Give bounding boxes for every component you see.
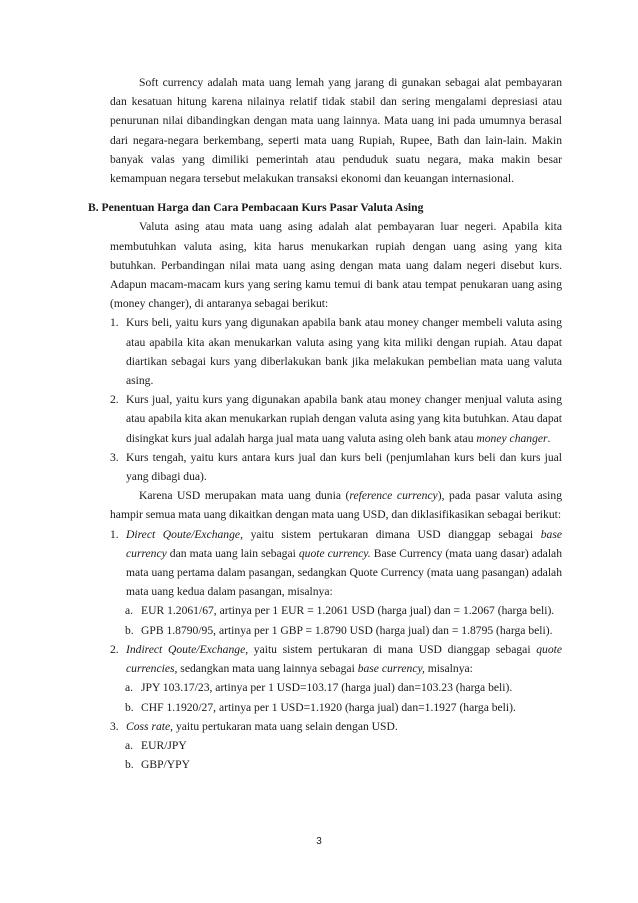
- italic-term: quote currencies,: [126, 642, 562, 676]
- list-number: 2.: [110, 642, 119, 656]
- text-run: sedangkan mata uang lainnya sebagai: [177, 662, 358, 676]
- example-text: CHF 1.1920/27, artinya per 1 USD=1.1920 (harga jual) dan=1.1927 (harga beli).: [141, 700, 516, 714]
- list-item-kurs-jual: [110, 390, 562, 448]
- example-text: GPB 1.8790/95, artinya per 1 GBP = 1.8790 USD (harga jual) dan = 1.8795 (harga beli).: [141, 623, 553, 637]
- text-run: misalnya:: [424, 662, 473, 676]
- list-number: 1.: [110, 527, 119, 541]
- page-content: [88, 73, 562, 774]
- example-text: EUR 1.2061/67, artinya per 1 EUR = 1.2061 USD (harga jual) dan = 1.2067 (harga beli).: [141, 604, 555, 618]
- list-text: [126, 717, 562, 736]
- usd-paragraph: [110, 486, 562, 524]
- page-number: 3: [316, 836, 322, 847]
- example-item: [110, 755, 562, 774]
- example-text: GBP/YPY: [141, 758, 190, 772]
- list-item-kurs-beli: [110, 313, 562, 390]
- example-item: [110, 621, 562, 640]
- list-item-indirect-quote: [110, 640, 562, 678]
- text-run: Karena USD merupakan mata uang dunia (: [139, 489, 350, 503]
- italic-term: money changer: [476, 431, 548, 445]
- example-item: [110, 601, 562, 620]
- example-letter: b.: [125, 700, 134, 714]
- list-number: 1.: [110, 316, 119, 330]
- example-letter: a.: [125, 604, 134, 618]
- text-run: , yaitu sistem pertukaran dimana USD dianggap sebagai: [240, 527, 541, 541]
- valuta-asing-paragraph: Valuta asing atau mata uang asing adalah alat pembayaran luar negeri. Apabila kita membutuhkan valuta asing, kita harus menukarkan rupiah dengan uang asing yang kita butuhkan. Perbandingan nilai mata uang asing dengan mata uang dalam negeri disebut kurs. Adapun macam-macam kurs yang sering kamu temui di bank atau tempat penukaran uang asing (money changer), di antaranya sebagai berikut:: [110, 220, 562, 311]
- list-text: [126, 525, 562, 602]
- italic-term: reference currency: [349, 489, 438, 503]
- italic-term: base currency,: [357, 662, 425, 676]
- italic-term: Coss rate: [126, 719, 171, 733]
- italic-term: quote currency.: [298, 546, 371, 560]
- example-item: [110, 698, 562, 717]
- example-letter: b.: [125, 623, 134, 637]
- list-text: [126, 640, 562, 678]
- text-run: Kurs jual, yaitu kurs yang digunakan apabila bank atau money changer menjual valuta asing atau apabila kita akan menukarkan rupiah dengan valuta asing yang kita butuhkan. Atau dapat disingkat kurs jual adalah harga jual mata uang valuta asing oleh bank atau: [126, 393, 562, 445]
- text-run: , yaitu pertukaran mata uang selain dengan USD.: [170, 719, 398, 733]
- italic-term: base currency: [126, 527, 562, 560]
- italic-term: Direct Qoute/Exchange: [126, 527, 241, 541]
- text-run: Base Currency (mata uang dasar) adalah mata uang pertama dalam pasangan, sedangkan Quote Currency (mata uang pasangan) adalah mata uang kedua dalam pasangan, misalnya:: [126, 546, 562, 599]
- list-text: Kurs tengah, yaitu kurs antara kurs jual dan kurs beli (penjumlahan kurs beli dan kurs jual yang dibagi dua).: [126, 450, 562, 484]
- list-number: 3.: [110, 719, 119, 733]
- example-item: [110, 736, 562, 755]
- example-letter: b.: [125, 758, 134, 772]
- list-text: Kurs beli, yaitu kurs yang digunakan apabila bank atau money changer membeli valuta asing atau apabila kita akan menukarkan valuta asing yang kita miliki dengan rupiah. Atau dapat diartikan sebagai kurs yang diberlakukan bank jika melakukan pembelian mata uang valuta asing.: [126, 316, 562, 388]
- text-run: dan mata uang lain sebagai: [166, 546, 299, 560]
- list-item-direct-quote: [110, 525, 562, 602]
- italic-term: Indirect Qoute/Exchange: [126, 642, 246, 656]
- example-letter: a.: [125, 681, 134, 695]
- section-heading: B. Penentuan Harga dan Cara Pembacaan Kurs Pasar Valuta Asing: [88, 201, 424, 215]
- example-text: JPY 103.17/23, artinya per 1 USD=103.17 (harga jual) dan=103.23 (harga beli).: [141, 681, 513, 695]
- intro-paragraph: Soft currency adalah mata uang lemah yang jarang di gunakan sebagai alat pembayaran dan kesatuan hitung karena nilainya relatif tidak stabil dan sering mengalami depresiasi atau penurunan nilai dibandingkan dengan mata uang lainnya. Mata uang ini pada umumnya berasal dari negara-negara berkembang, seperti mata uang Rupiah, Rupee, Bath dan lain-lain. Makin banyak valas yang dimiliki pemerintah atau penduduk suatu negara, maka makin besar kemampuan negara tersebut melakukan transaksi ekonomi dan keuangan internasional.: [110, 76, 562, 186]
- list-text: [126, 390, 562, 448]
- text-run: , yaitu sistem pertukaran di mana USD dianggap sebagai: [245, 642, 537, 656]
- text-run: .: [547, 431, 551, 445]
- example-text: EUR/JPY: [141, 738, 187, 752]
- example-item: [110, 678, 562, 697]
- text-run: ), pada pasar valuta asing hampir semua mata uang dikaitkan dengan mata uang USD, dan diklasifikasikan sebagai berikut:: [110, 489, 562, 522]
- list-item-kurs-tengah: [110, 448, 562, 486]
- list-number: 2.: [110, 393, 119, 407]
- example-letter: a.: [125, 738, 134, 752]
- list-number: 3.: [110, 450, 119, 464]
- list-item-cross-rate: [110, 717, 562, 736]
